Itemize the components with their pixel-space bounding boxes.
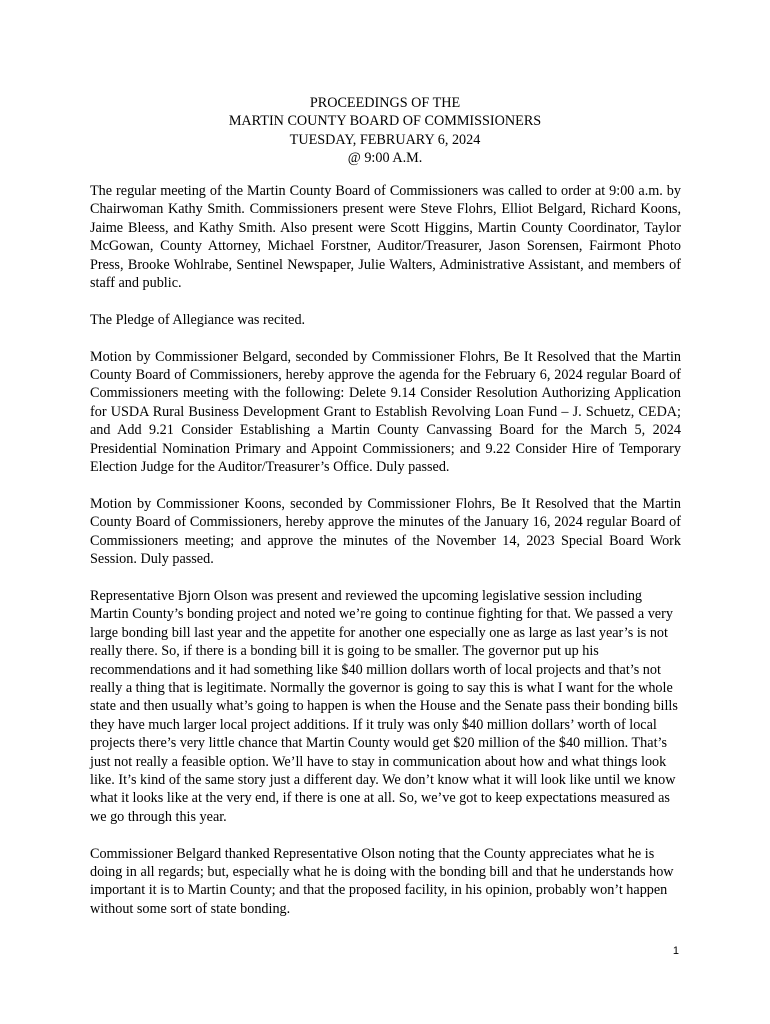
- paragraph-representative-olson: Representative Bjorn Olson was present and reviewed the upcoming legislative session including Martin County’s bonding project and noted we’re going to continue fighting for that. We passed a very large bonding bill last year and the appetite for another one especially one as large as last year’s is not really there. So, if there is a bonding bill it is going to be smaller. The governor put up his recommendations and it had something like $40 million dollars worth of local projects and that’s not really a thing that is legitimate. Normally the governor is going to say this is what I want for the whole state and then usually what’s going to happen is when the House and the Senate pass their bonding bills they have much larger local project additions. If it truly was only $40 million dollars’ worth of local projects there’s very little chance that Martin County would get $20 million of the $40 million. That’s just not really a feasible option. We’ll have to stay in communication about how and what things look like. It’s kind of the same story just a different day. We don’t know what it will look like until we know what it looks like at the very end, if there is one at all. So, we’ve got to keep expectations measured as we go through this year.: [90, 587, 678, 825]
- header-title-line-1: PROCEEDINGS OF THE: [309, 95, 461, 111]
- document-header: [90, 94, 680, 168]
- page-number: 1: [672, 945, 679, 957]
- paragraph-minutes-motion: Motion by Commissioner Koons, seconded by Commissioner Flohrs, Be It Resolved that the Martin County Board of Commissioners, hereby approve the minutes of the January 16, 2024 regular Board of Commissioners meeting; and approve the minutes of the November 14, 2023 Special Board Work Session. Duly passed.: [90, 495, 681, 568]
- paragraph-commissioner-belgard: Commissioner Belgard thanked Representative Olson noting that the County appreciates what he is doing in all regards; but, especially what he is doing with the bonding bill and that he understands how important it is to Martin County; and that the proposed facility, in his opinion, probably won’t happen without some sort of state bonding.: [90, 845, 674, 917]
- document-body: [90, 182, 681, 937]
- paragraph-agenda-motion: Motion by Commissioner Belgard, seconded by Commissioner Flohrs, Be It Resolved that the Martin County Board of Commissioners, hereby approve the agenda for the February 6, 2024 regular Board of Commissioners meeting with the following: Delete 9.14 Consider Resolution Authorizing Application for USDA Rural Business Development Grant to Establish Revolving Loan Fund – J. Schuetz, CEDA; and Add 9.21 Consider Establishing a Martin County Canvassing Board for the March 5, 2024 Presidential Nomination Primary and Appoint Commissioners; and 9.22 Consider Hire of Temporary Election Judge for the Auditor/Treasurer’s Office. Duly passed.: [90, 348, 681, 476]
- header-title-line-2: MARTIN COUNTY BOARD OF COMMISSIONERS: [228, 113, 542, 130]
- paragraph-call-to-order: The regular meeting of the Martin County Board of Commissioners was called to order at 9:00 a.m. by Chairwoman Kathy Smith. Commissioners present were Steve Flohrs, Elliot Belgard, Richard Koons, Jaime Bleess, and Kathy Smith. Also present were Scott Higgins, Martin County Coordinator, Taylor McGowan, County Attorney, Michael Forstner, Auditor/Treasurer, Jason Sorensen, Fairmont Photo Press, Brooke Wohlrabe, Sentinel Newspaper, Julie Walters, Administrative Assistant, and members of staff and public.: [90, 183, 681, 292]
- header-date-line: TUESDAY, FEBRUARY 6, 2024: [289, 131, 481, 148]
- header-time-line: @ 9:00 A.M.: [347, 150, 423, 167]
- paragraph-pledge: The Pledge of Allegiance was recited.: [90, 311, 306, 328]
